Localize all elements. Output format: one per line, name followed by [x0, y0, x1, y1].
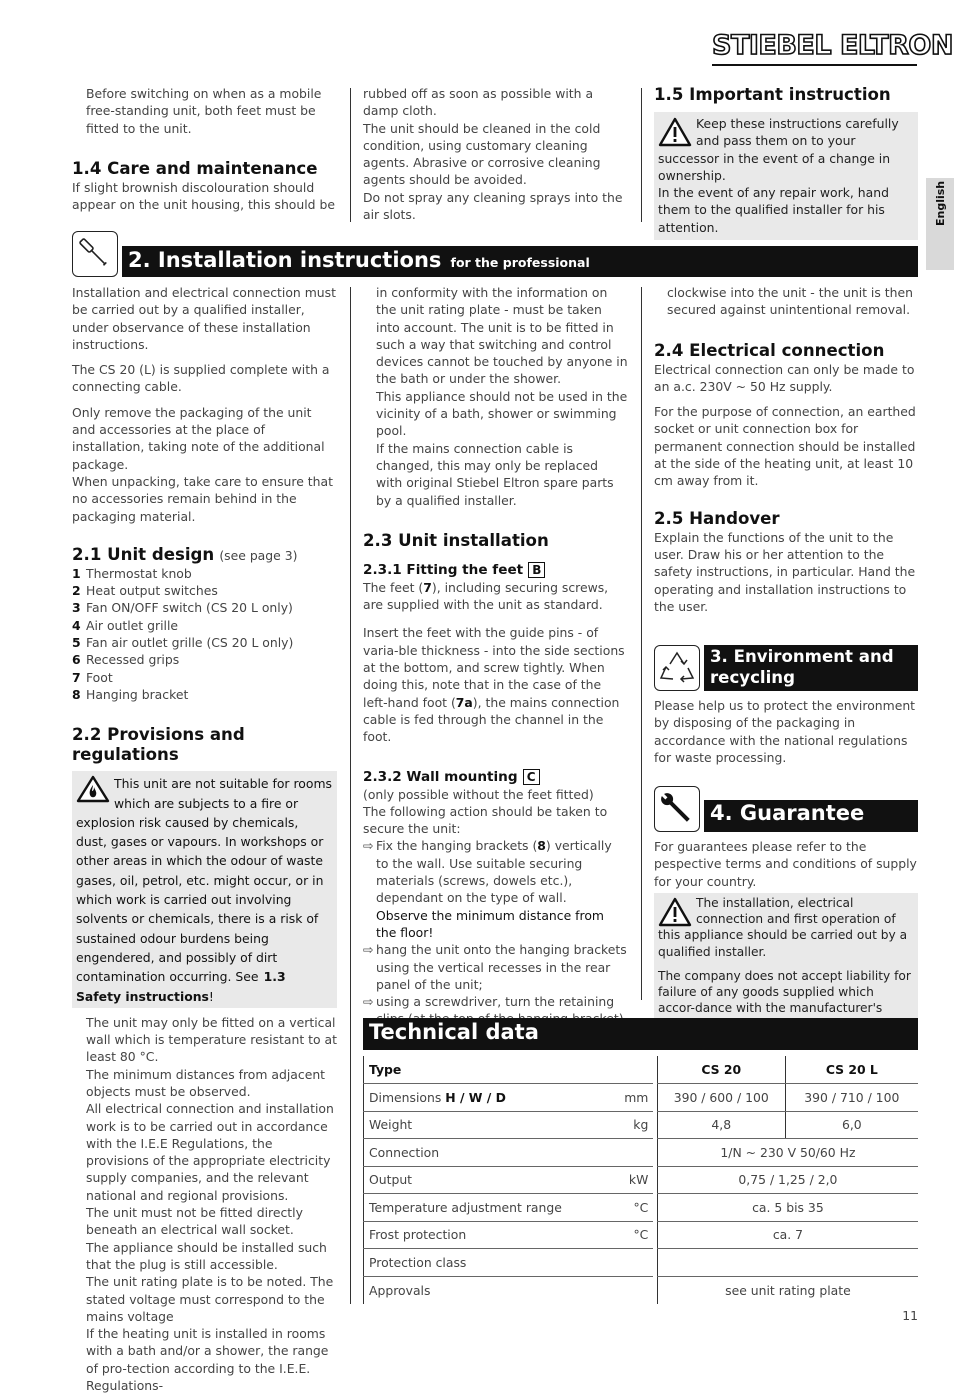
care-text-4: Do not spray any cleaning sprays into the air slots.: [363, 189, 623, 223]
divider: [641, 88, 642, 222]
provisions-warning-ref: 1.3 Safety instructions: [76, 969, 286, 1004]
care-title: 1.4 Care and maintenance: [72, 158, 318, 178]
install-intro-1: Installation and electrical connection must be carried out by a qualified installer, under observance of these installation instructions.: [72, 285, 336, 352]
care-text-3: The unit should be cleaned in the cold condition, using customary cleaning agents. Abrasive or corrosive cleaning agents should be avoided.: [363, 120, 601, 188]
provisions-warning-end: !: [208, 988, 214, 1004]
page-number: 11: [902, 1308, 918, 1323]
figure-tag-c: C: [523, 769, 540, 785]
brand-logo: STIEBEL ELTRON: [712, 30, 953, 61]
feet-insert-c: ), the mains connection cable is fed through the channel in the foot.: [363, 694, 620, 745]
table-row: [364, 1221, 919, 1249]
table-row: [364, 1166, 919, 1194]
wall-step-1-c: ) vertically to the wall. Use suitable securing materials (screws, dowels etc.), dependant on the type of wall.: [376, 838, 612, 906]
installation-title: 2. Installation instructions: [128, 248, 442, 272]
row-value: ca. 5 bis 35: [657, 1194, 918, 1222]
design-item-label: Heat output switches: [86, 583, 218, 599]
wall-observe: Observe the minimum distance from the floor!: [376, 907, 604, 940]
wall-step-1-a: Fix the hanging brackets (: [376, 838, 538, 854]
wall-step-1: [363, 837, 628, 941]
top-col-1: [72, 85, 337, 213]
provisions-text: The unit may only be fitted on a vertical wall which is temperature resistant to at least 80 °C. The minimum distances from adjacent objects must be observed. All electrical connection and installation work is to be carried out in accordance with the I.E.E Regulations, the provisions of the appropriate electricity supply companies, and the relevant national and regional provisions. The unit must not be fitted directly beneath an electrical wall socket. The appliance should be installed such that the plug is still accessible. The unit rating plate is to be noted. The stated voltage must correspond to the mains voltage If the heating unit is installed in rooms with a bath and/or a shower, the range of pro-tection according to the I.E.E. Regulations-: [86, 1014, 337, 1394]
row-value: see unit rating plate: [657, 1276, 918, 1304]
cs20l-value: 390 / 710 / 100: [785, 1084, 918, 1112]
row-label: Weight: [369, 1117, 413, 1133]
feet-title: 2.3.1 Fitting the feet: [363, 561, 524, 578]
install-intro-3: Only remove the packaging of the unit and accessories at the place of installation, taking note of the additional package.: [72, 404, 325, 472]
handover-text: Explain the functions of the unit to the user. Draw his or her attention to the safety instructions, in particular. Hand the operating and installation instructions to the user.: [654, 529, 916, 614]
design-list-item: [72, 634, 337, 651]
guarantee-text: For guarantees please refer to the pespective terms and conditions of supply for your country.: [654, 839, 917, 889]
recycle-icon: [655, 646, 699, 690]
row-value: 1/N ~ 230 V 50/60 Hz: [657, 1139, 918, 1167]
design-list-item: [72, 565, 337, 582]
divider: [350, 88, 351, 222]
screwdriver-icon: [73, 232, 117, 276]
wall-step-2: [363, 941, 628, 993]
design-item-number: 7: [72, 669, 81, 685]
table-row: [364, 1249, 919, 1277]
design-list: [72, 565, 337, 703]
row-label: Approvals: [369, 1282, 431, 1298]
recycle-icon-box: [654, 645, 700, 691]
row-label: Connection: [369, 1144, 440, 1160]
important-section: [654, 85, 918, 240]
row-unit: kg: [633, 1117, 649, 1133]
row-label: Dimensions: [369, 1089, 442, 1105]
design-item-number: 2: [72, 583, 81, 599]
design-note: (see page 3): [219, 547, 298, 563]
cs20l-header: CS 20 L: [785, 1056, 918, 1084]
logo-underline: [712, 64, 917, 66]
provisions-warning-box: [72, 771, 337, 1008]
guarantee-warning-2: The company does not accept liability for failure of any goods supplied which accor-dance with the manufacturer's: [658, 968, 911, 1016]
design-item-number: 5: [72, 635, 81, 651]
figure-tag-b: B: [528, 562, 545, 578]
language-tab: [926, 178, 954, 270]
unit-installation-title: 2.3 Unit installation: [363, 530, 549, 550]
row-label-cell: [364, 1194, 654, 1222]
design-item-number: 3: [72, 600, 81, 616]
design-item-label: Foot: [86, 669, 113, 685]
feet-insert-ref: 7a: [455, 694, 473, 710]
design-item-label: Recessed grips: [86, 652, 180, 668]
guarantee-header-bar: [704, 800, 918, 832]
design-list-item: [72, 617, 337, 634]
row-label-cell: [364, 1221, 654, 1249]
design-item-number: 8: [72, 686, 81, 702]
design-list-item: [72, 669, 337, 686]
installer-tool-icon-box: [72, 231, 118, 277]
electrical-text-1: Electrical connection can only be made to an a.c. 230V ~ 50 Hz supply.: [654, 361, 915, 394]
care-text: If slight brownish discolouration should appear on the unit housing, this should be: [72, 179, 335, 213]
installation-subtitle: for the professional: [450, 255, 590, 270]
installation-header-bar: [122, 246, 918, 277]
feet-note: Before switching on when as a mobile free-standing unit, both feet must be fitted to the unit.: [86, 86, 322, 136]
install-col-3: [654, 284, 919, 615]
design-item-label: Fan air outlet grille (CS 20 L only): [86, 635, 294, 651]
design-list-item: [72, 686, 337, 703]
row-unit: kW: [628, 1172, 649, 1188]
important-text-1: Keep these instructions carefully and pass them on to your successor in the event of a change in ownership.: [658, 116, 899, 183]
install-col-2: [363, 284, 628, 1028]
arrow-right-icon: ⇨: [363, 838, 374, 854]
technical-data-table: [363, 1056, 918, 1304]
row-label: Output: [369, 1172, 413, 1188]
row-value: ca. 7: [657, 1221, 918, 1249]
table-row: [364, 1084, 919, 1112]
design-list-item: [72, 651, 337, 668]
feet-insert-a: Insert the feet with the guide pins - of varia-ble thickness - into the side sections at the bottom, and screw tightly. When doing this, note that in the case of the left-hand foot (: [363, 625, 625, 710]
cs20l-value: 6,0: [785, 1111, 918, 1139]
row-label-cell: [364, 1111, 654, 1139]
wrench-icon-box: [654, 786, 700, 832]
design-item-label: Hanging bracket: [86, 686, 189, 702]
cs20-value: 390 / 600 / 100: [657, 1084, 785, 1112]
wall-step-3-text: using a screwdriver, turn the retaining: [376, 994, 615, 1010]
design-item-label: Thermostat knob: [86, 565, 192, 581]
row-label-cell: [364, 1084, 654, 1112]
environment-text: Please help us to protect the environment by disposing of the packaging in accordance with the national regulations for waste processing.: [654, 698, 916, 765]
top-col-2: [363, 85, 627, 223]
bath-text: in conformity with the information on the unit rating plate - must be taken into account. The unit is to be fitted in such a way that switching and control devices cannot be touched by anyone in the bath or under the shower. This appliance should not be used in the vicinity of a bath, shower or swimming pool. If the mains connection cable is changed, this may only be replaced with original Stiebel Eltron spare parts by a qualified installer.: [376, 285, 628, 508]
table-row: [364, 1139, 919, 1167]
install-intro-4: When unpacking, take care to ensure that no accessories remain behind in the packaging material.: [72, 473, 333, 524]
important-title: 1.5 Important instruction: [654, 85, 891, 104]
wall-step-1-ref: 8: [537, 838, 546, 854]
feet-text-c: ), including securing screws, are supplied with the unit as standard.: [363, 579, 609, 613]
design-item-number: 4: [72, 617, 81, 633]
install-col-1: [72, 284, 337, 1394]
guarantee-title: 4. Guarantee: [710, 801, 865, 825]
table-row: [364, 1194, 919, 1222]
electrical-title: 2.4 Electrical connection: [654, 340, 885, 360]
design-item-number: 6: [72, 652, 81, 668]
divider: [350, 287, 351, 1304]
provisions-title: 2.2 Provisions and regulations: [72, 725, 245, 765]
handover-title: 2.5 Handover: [654, 508, 780, 528]
row-label: Temperature adjustment range: [369, 1199, 562, 1215]
wall-step-2-text: hang the unit onto the hanging brackets using the vertical recesses in the rear panel of the unit;: [376, 942, 627, 992]
row-label-cell: [364, 1166, 654, 1194]
divider: [641, 287, 642, 1000]
wall-title: 2.3.2 Wall mounting: [363, 768, 518, 785]
technical-data-title: Technical data: [369, 1020, 539, 1044]
wall-text: (only possible without the feet fitted) The following action should be taken to secure the unit:: [363, 786, 608, 837]
row-unit: °C: [633, 1227, 649, 1243]
environment-title: 3. Environment and recycling: [710, 647, 894, 687]
guarantee-warning-1: The installation, electrical connection and first operation of this appliance should be carried out by a qualified installer.: [658, 896, 908, 959]
design-item-label: Air outlet grille: [86, 617, 179, 633]
clips-text: clockwise into the unit - the unit is then secured against unintentional removal.: [667, 285, 913, 318]
table-header-row: [364, 1056, 919, 1084]
table-row: [364, 1111, 919, 1139]
technical-data-header-bar: [363, 1018, 918, 1050]
cs20-value: 4,8: [657, 1111, 785, 1139]
row-unit: °C: [633, 1199, 649, 1215]
row-label-cell: [364, 1249, 654, 1277]
row-value: 0,75 / 1,25 / 2,0: [657, 1166, 918, 1194]
guarantee-warning-box: [654, 893, 918, 1035]
wrench-icon: [655, 787, 699, 831]
row-label-cell: [364, 1139, 654, 1167]
fire-warning-icon: [76, 775, 110, 803]
warning-icon: [658, 117, 692, 147]
arrow-right-icon: ⇨: [363, 994, 374, 1010]
row-label-cell: [364, 1276, 654, 1304]
table-row: [364, 1276, 919, 1304]
row-value: [657, 1249, 918, 1277]
row-label: Protection class: [369, 1254, 467, 1270]
feet-text-ref: 7: [423, 579, 432, 595]
provisions-warning-text: This unit are not suitable for rooms which are subjects to a fire or explosion risk caused by chemicals, dust, gases or vapours. In workshops or other areas in which the odour of waste gases, oil, petrol, etc. might occur, or in which work is carried out involving solvents or chemicals, there is a risk of sustained odour burdens being engendered, and possibly of dirt contamination occurring. See: [76, 776, 332, 985]
feet-text-a: The feet (: [363, 579, 424, 595]
care-text-2: rubbed off as soon as possible with a damp cloth.: [363, 86, 594, 119]
language-label: English: [934, 180, 947, 226]
install-intro-2: The CS 20 (L) is supplied complete with a connecting cable.: [72, 362, 330, 395]
warning-icon: [658, 897, 692, 927]
design-item-number: 1: [72, 565, 81, 581]
design-item-label: Fan ON/OFF switch (CS 20 L only): [86, 600, 293, 616]
design-list-item: [72, 599, 337, 616]
design-list-item: [72, 582, 337, 599]
important-text-2: In the event of any repair work, hand them to the qualified installer for his attention.: [658, 185, 889, 235]
row-label: Frost protection: [369, 1227, 467, 1243]
electrical-text-2: For the purpose of connection, an earthed socket or unit connection box for permanent connection should be installed at the side of the heating unit, at least 10 cm away from it.: [654, 404, 916, 489]
environment-header-bar: [704, 645, 918, 691]
type-header: Type: [364, 1056, 654, 1084]
row-label-bold: H / W / D: [445, 1089, 506, 1105]
cs20-header: CS 20: [657, 1056, 785, 1084]
important-box: [654, 112, 918, 240]
row-unit: mm: [624, 1089, 649, 1105]
design-title: 2.1 Unit design: [72, 544, 215, 564]
arrow-right-icon: ⇨: [363, 942, 374, 958]
